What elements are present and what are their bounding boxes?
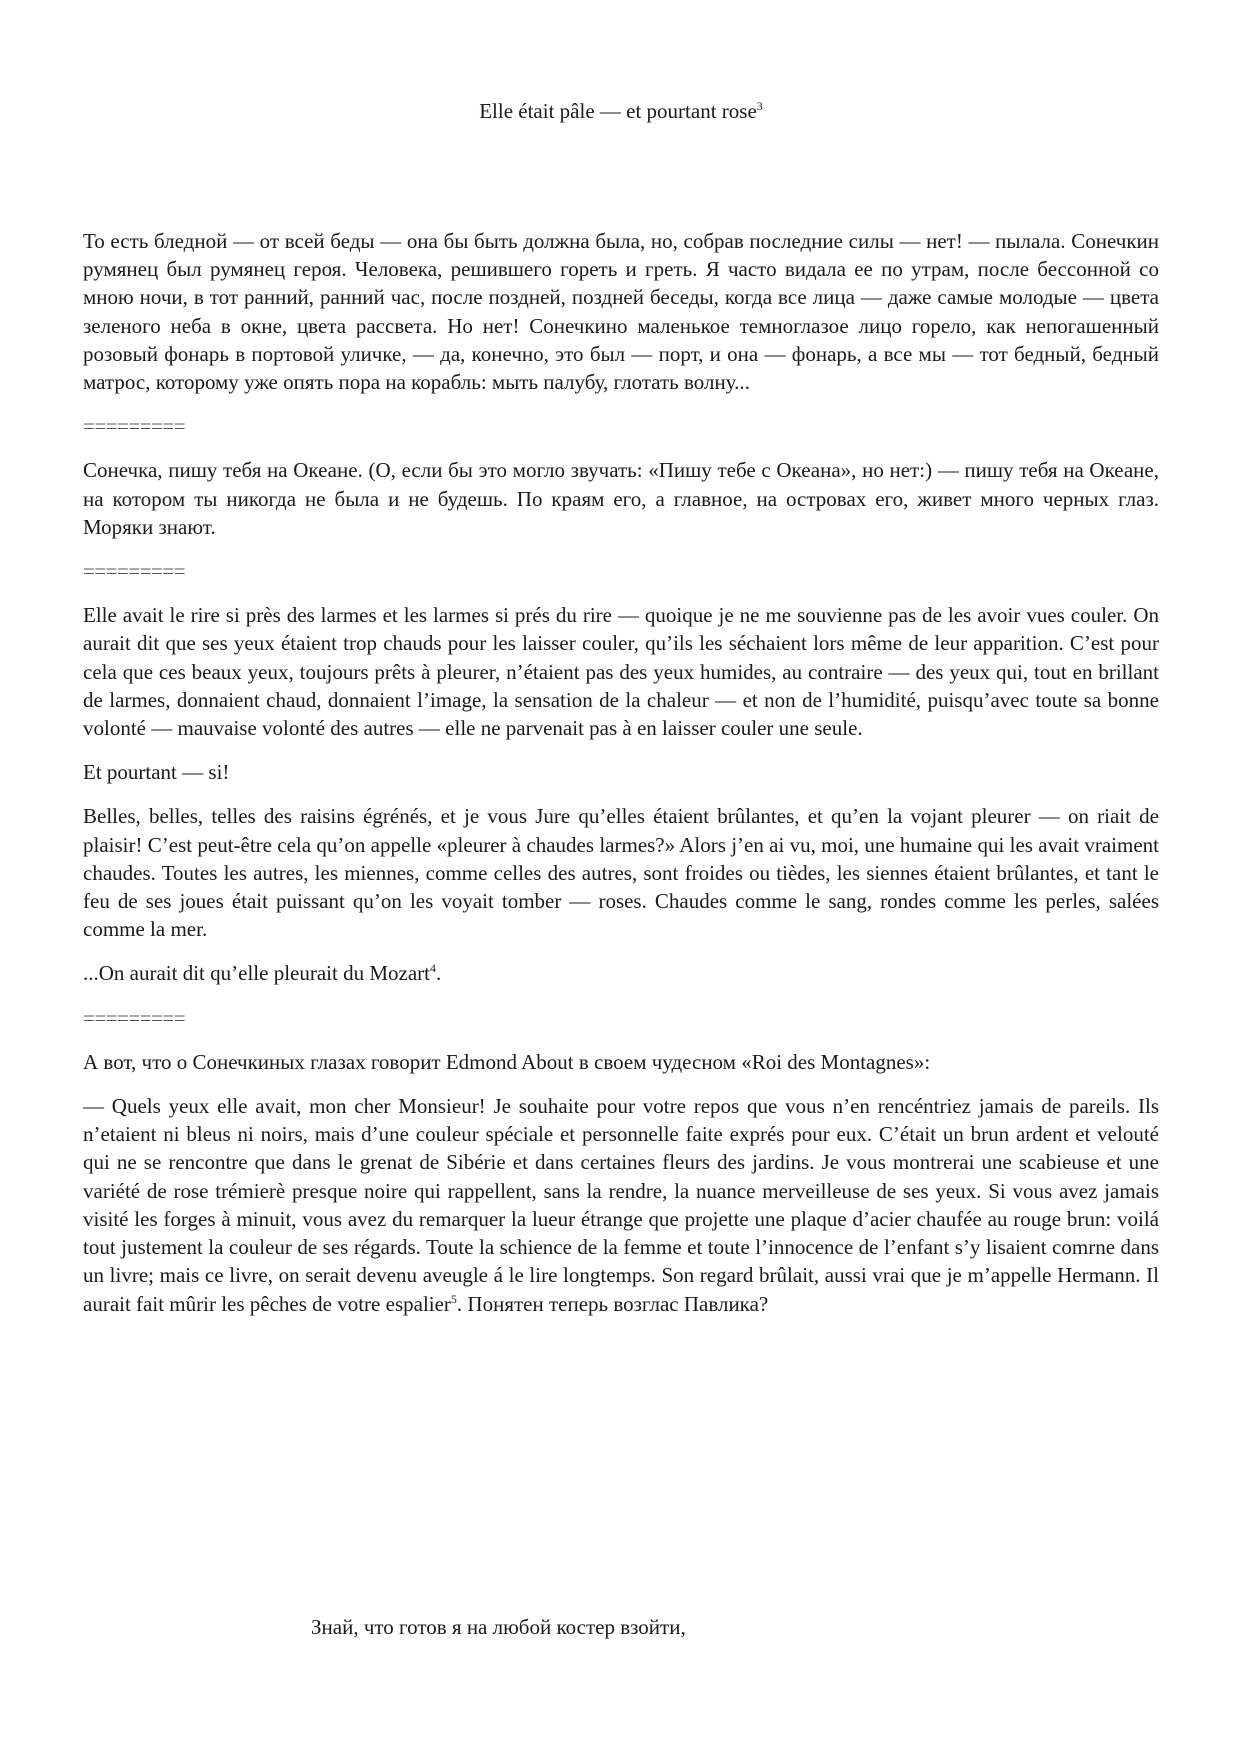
page-title [0,98,1242,124]
paragraph: А вот, что о Сонечкиных глазах говорит Edmond About в своем чудесном «Roi des Montagnes»: [83,1049,931,1074]
paragraph [83,1092,1159,1318]
title-text: Elle était pâle — et pourtant rose [479,99,757,123]
paragraph-text-end: . Понятен теперь возглас Павлика? [456,1291,769,1316]
footnote-marker: 5 [450,1291,457,1306]
paragraph: Elle avait le rire si près des larmes et les larmes si prés du rire — quoique je ne me souvienne pas de les avoir vues couler. On aurait dit que ses yeux étaient trop chauds pour les laisser couler, qu’ils les séchaient lors même de leur apparition. C’est pour cela que ces beaux yeux, toujours prêts à pleurer, n’étaient pas des yeux humides, au contraire — des yeux qui, tout en brillant de larmes, donnaient chaud, donnaient l’image, la sensation de la chaleur — et non de l’humidité, puisqu’avec toute sa bonne volonté — mauvaise volonté des autres — elle ne parvenait pas à en laisser couler une seule. [83,603,1159,741]
paragraph [83,959,1159,987]
verse-line: Знай, что готов я на любой костер взойти, [311,1615,686,1639]
paragraph: То есть бледной — от всей беды — она бы быть должна была, но, собрав последние силы — нет! — пылала. Сонечкин румянец был румянец героя. Человека, решившего гореть и греть. Я часто видала ее по утрам, после бессонной со мною ночи, в тот ранний, ранний час, после поздней, поздней беседы, когда все лица — даже самые молодые — цвета зеленого неба в окне, цвета рассвета. Но нет! Сонечкино маленькое темноглазое лицо горело, как непогашенный розовый фонарь в портовой уличке, — да, конечно, это был — порт, и она — фонарь, а все мы — тот бедный, бедный матрос, которому уже опять пора на корабль: мыть палубу, глотать волну... [83,229,1159,395]
paragraph: Et pourtant — si! [83,760,230,785]
section-separator: ========= [83,414,186,439]
paragraph: Сонечка, пишу тебя на Океане. (О, если бы это могло звучать: «Пишу тебе с Океана», но нет:) — пишу тебя на Океане, на котором ты никогда не была и не будешь. По краям его, а главное, на островах его, живет много черных глаз. Моряки знают. [83,458,1159,539]
paragraph-text: — Quels yeux elle avait, mon cher Monsieur! Je souhaite pour votre repos que vous n’en rencéntriez jamais de pareils. Ils n’etaient ni bleus ni noirs, mais d’une couleur spéciale et personnelle faite exprés pour eux. C’était un brun ardent et velouté qui ne se rencontre que dans le grenat de Sibérie et dans certaines fleurs des jardins. Je vous montrerai une scabieuse et une variété de rose trémierè presque noire qui rappellent, sans la rendre, la nuance merveilleuse de ses yeux. Si vous avez jamais visité les forges à minuit, vous avez du remarquer la lueur étrange que projette une plaque d’acier chaufée au rouge brun: voilá tout justement la couleur de ses régards. Toute la schience de la femme et toute l’innocence de l’enfant s’y lisaient comrne dans un livre; mais ce livre, on serait devenu aveugle á le lire longtemps. Son regard brûlait, aussi vrai que je m’appelle Hermann. Il aurait fait mûrir les pêches de votre espalier [83,1094,1159,1316]
paragraph-text-end: . [435,961,442,986]
body-text [83,227,1159,1334]
footnote-marker: 3 [756,99,763,113]
section-separator: ========= [83,559,186,584]
paragraph: Belles, belles, telles des raisins égrénés, et je vous Jure qu’elles étaient brûlantes, et qu’en la vojant pleurer — on riait de plaisir! C’est peut-être cela qu’on appelle «pleurer à chaudes larmes?» Alors j’en ai vu, moi, une humaine qui les avait vraiment chaudes. Toutes les autres, les miennes, comme celles des autres, sont froides ou tièdes, les siennes étaient brûlantes, et tant le feu de ses joues était puissant qu’on les voyait tomber — roses. Chaudes comme le sang, rondes comme les perles, salées comme la mer. [83,804,1159,942]
paragraph-text: ...On aurait dit qu’elle pleurait du Mozart [83,961,430,986]
section-separator: ========= [83,1005,186,1030]
footnote-marker: 4 [429,961,436,976]
